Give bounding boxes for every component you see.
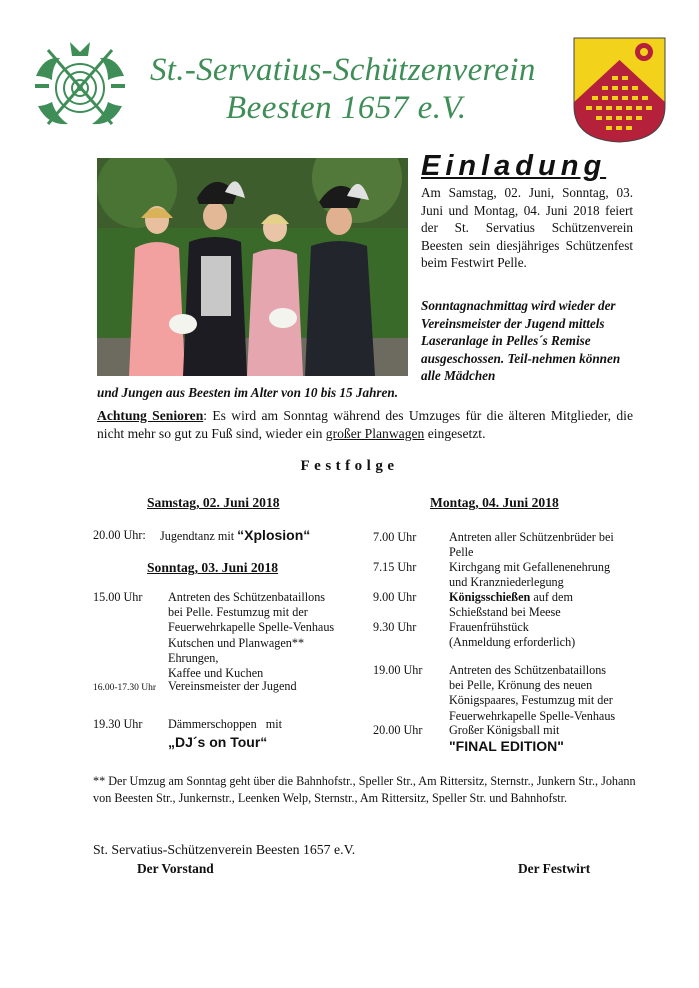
royal-couples-photo — [97, 158, 408, 376]
sunday-item-1-line: Antreten des Schützenbataillons — [168, 590, 326, 604]
saturday-event — [160, 528, 310, 544]
monday-item-1-line: Pelle — [449, 545, 474, 560]
monday-item-5-line: Feuerwehrkapelle Spelle-Venhaus — [449, 708, 616, 723]
saturday-act: “Xplosion“ — [237, 527, 311, 543]
sunday-item-1-line: Kaffee und Kuchen — [168, 666, 264, 681]
saturday-time-label: 20.00 Uhr: — [93, 528, 146, 542]
sunday-item-1-time: 15.00 Uhr — [93, 590, 143, 604]
sunday-heading: Sonntag, 03. Juni 2018 — [147, 560, 279, 575]
sunday-item-1-line: bei Pelle. Festumzug mit der — [168, 605, 308, 620]
monday-item-5-line: Königspaares, Festumzug mit der — [449, 693, 613, 708]
senior-notice — [97, 407, 633, 443]
saturday-time — [93, 528, 146, 543]
monday-item-3-bold: Königsschießen — [449, 590, 531, 604]
laser-shooting-text-1: Sonntagnachmittag wird wieder der Vereinsmeister der Jugend mittels Laseranlage in Pelles´s Remise ausgeschossen. Teil-nehmen können alle Mädchen — [421, 298, 621, 384]
signature-board: Der Vorstand — [137, 861, 214, 876]
signature-club: St. Servatius-Schützenverein Beesten 1657 e.V. — [93, 842, 356, 857]
coat-of-arms-icon — [572, 36, 667, 144]
festfolge-title: Festfolge — [300, 458, 399, 474]
saturday-heading: Samstag, 02. Juni 2018 — [147, 495, 280, 510]
route-footnote: ** Der Umzug am Sonntag geht über die Bahnhofstr., Speller Str., Am Rittersitz, Sternstr., Junkern Str., Johann von Beesten Str., Junkernstr., Leenken Welp, Sternstr., Am Rittersitz, Speller Str. und Bahnhofstr. — [93, 774, 636, 805]
sunday-item-2-time: 16.00-17.30 Uhr — [93, 683, 157, 693]
monday-item-5-text — [449, 663, 639, 724]
sunday-item-1-line: Feuerwehrkapelle Spelle-Venhaus — [168, 620, 335, 635]
monday-heading: Montag, 04. Juni 2018 — [430, 495, 559, 510]
monday-act: "FINAL EDITION" — [449, 738, 564, 754]
sunday-item-3-time: 19.30 Uhr — [93, 717, 143, 731]
monday-item-4-line: (Anmeldung erforderlich) — [449, 635, 576, 650]
monday-item-5-line: Antreten des Schützenbataillons — [449, 663, 607, 677]
sunday-act: „DJ´s on Tour“ — [168, 734, 268, 750]
monday-item-6-text: Großer Königsball mit — [449, 723, 560, 737]
sunday-item-1-text — [168, 590, 358, 681]
monday-item-3-line: Schießstand bei Meese — [449, 605, 561, 620]
monday-item-2-text — [449, 560, 639, 590]
laser-shooting-text-2: und Jungen aus Beesten im Alter von 10 bis 15 Jahren. — [97, 385, 399, 400]
invitation-intro: Am Samstag, 02. Juni, Sonntag, 03. Juni und Montag, 04. Juni 2018 feiert der St. Servatius Schützenverein Beesten sein diesjähriges Schützenfest beim Festwirt Pelle. — [421, 185, 633, 271]
senior-notice-underlined: großer Planwagen — [325, 426, 425, 441]
sunday-item-3-text: Dämmerschoppen mit — [168, 717, 283, 731]
monday-item-1-text — [449, 530, 639, 560]
monday-item-2-time: 7.15 Uhr — [373, 560, 417, 574]
club-name-line2: Beesten 1657 e.V. — [226, 90, 467, 126]
sunday-item-2-text: Vereinsmeister der Jugend — [168, 679, 297, 693]
monday-item-3-time: 9.00 Uhr — [373, 590, 417, 604]
monday-item-1-time: 7.00 Uhr — [373, 530, 417, 544]
invitation-title: Einladung — [421, 150, 607, 182]
monday-item-3-text — [449, 590, 639, 620]
senior-notice-heading: Achtung Senioren — [97, 408, 204, 423]
monday-item-2-line: Kirchgang mit Gefallenenehrung — [449, 560, 611, 574]
senior-notice-text-2: eingesetzt. — [424, 426, 486, 441]
monday-item-6-time: 20.00 Uhr — [373, 723, 423, 737]
monday-item-4-line: Frauenfrühstück — [449, 620, 529, 634]
monday-item-4-text — [449, 620, 639, 650]
senior-notice-text-1: : Es wird am Sonntag während des Umzuges für die älteren Mitglieder, die nicht mehr so gut zu Fuß sind, wieder ein — [97, 408, 633, 441]
monday-item-3-line: auf dem — [530, 590, 573, 604]
signature-host: Der Festwirt — [518, 861, 591, 876]
monday-item-2-line: und Kranzniederlegung — [449, 575, 564, 590]
monday-item-5-time: 19.00 Uhr — [373, 663, 423, 677]
club-emblem-icon — [30, 36, 130, 132]
sunday-item-1-line: Ehrungen, — [168, 650, 219, 665]
monday-item-4-time: 9.30 Uhr — [373, 620, 417, 634]
sunday-item-1-line: Kutschen und Planwagen** — [168, 635, 305, 650]
monday-item-1-line: Antreten aller Schützenbrüder bei — [449, 530, 614, 544]
saturday-event-text: Jugendtanz mit — [160, 529, 238, 543]
club-name-line1: St.-Servatius-Schützenverein — [150, 52, 536, 88]
monday-item-5-line: bei Pelle, Krönung des neuen — [449, 678, 593, 693]
